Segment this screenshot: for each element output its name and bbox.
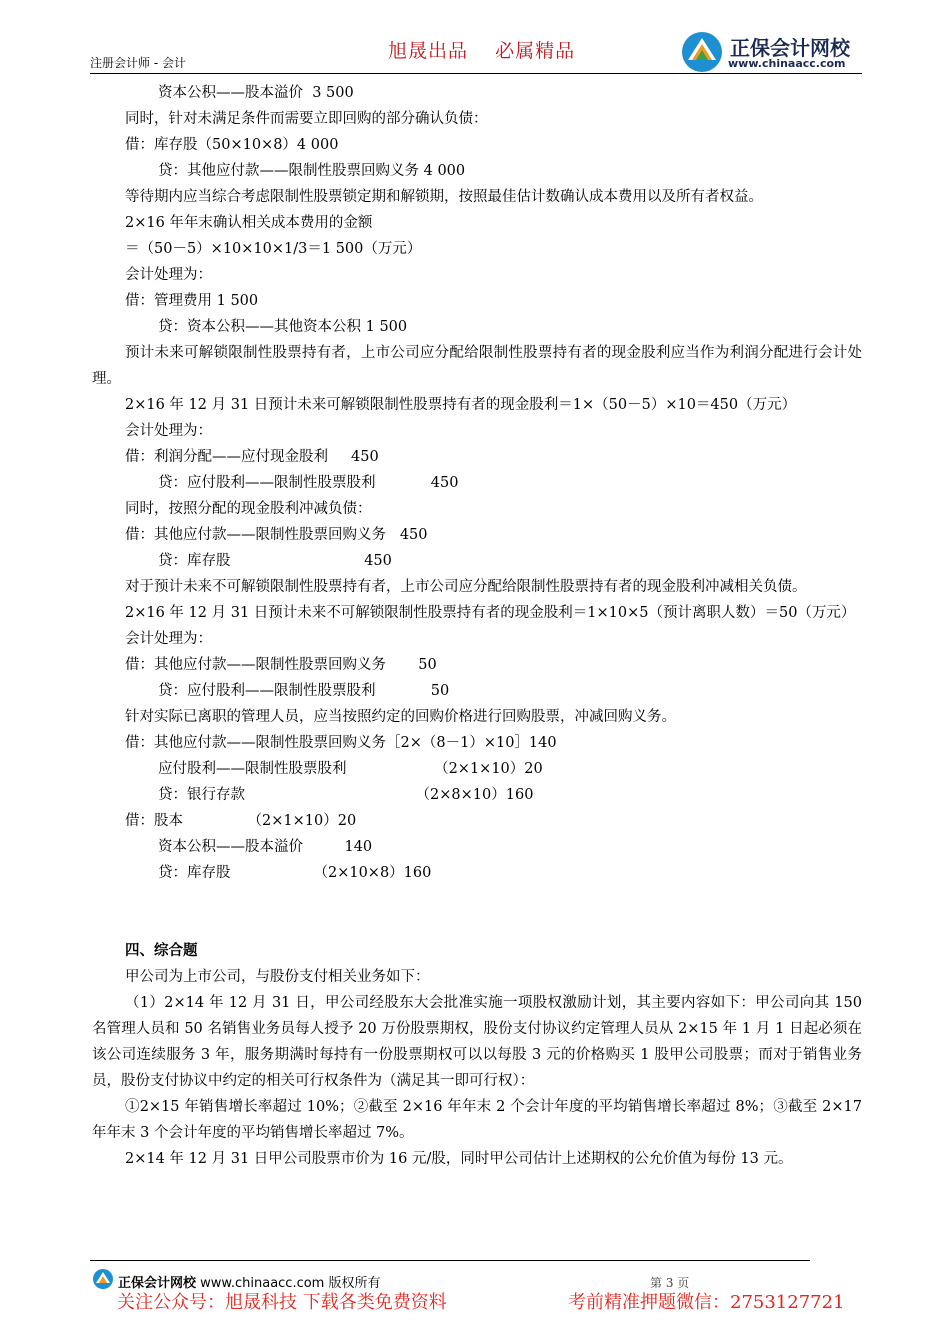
header-brand: [388, 36, 595, 63]
footer-logo-icon: [92, 1268, 114, 1290]
logo-name: 正保会计网校: [730, 36, 850, 60]
text-line: 针对实际已离职的管理人员，应当按照约定的回购价格进行回购股票，冲减回购义务。: [125, 709, 676, 725]
section-heading: 四、综合题: [125, 943, 198, 959]
text-line: 应付股利——限制性股票股利 （2×1×10）20: [158, 761, 543, 777]
header-brand-1: 旭晟出品: [388, 40, 469, 62]
paragraph: （1）2×14 年 12 月 31 日，甲公司经股东大会批准实施一项股权激励计划，其主要内容如下：甲公司向其 150 名管理人员和 50 名销售业务员每人授予 20 万份股票期权，股份支付协议约定管理人员从 2×15 年 1 月 1 日起必须在该公司连续服务 3 年，服务期满时每持有一份股票期权可以以每股 3 元的价格购买 1 股甲公司股票；而对于销售业务员，股份支付协议中约定的相关可行权条件为（满足其一即可行权）：: [92, 995, 862, 1089]
logo-url: www.chinaacc.com: [728, 57, 846, 70]
paragraph: 2×14 年 12 月 31 日甲公司股票市价为 16 元/股，同时甲公司估计上述期权的公允价值为每份 13 元。: [125, 1151, 793, 1167]
paragraph: 预计未来可解锁限制性股票持有者，上市公司应分配给限制性股票持有者的现金股利应当作为利润分配进行会计处理。: [92, 345, 862, 387]
text-line: 2×16 年 12 月 31 日预计未来可解锁限制性股票持有者的现金股利＝1×（50－5）×10＝450（万元）: [125, 397, 797, 413]
footer-brand: 正保会计网校: [118, 1276, 197, 1291]
promo-left: 关注公众号：旭晟科技 下载各类免费资料: [117, 1292, 447, 1313]
text-line: 贷：库存股 （2×10×8）160: [158, 865, 432, 881]
text-line: 贷：其他应付款——限制性股票回购义务 4 000: [158, 163, 466, 179]
text-line: 甲公司为上市公司，与股份支付相关业务如下：: [125, 969, 430, 985]
text-line: 2×16 年年末确认相关成本费用的金额: [125, 215, 373, 231]
text-line: 会计处理为：: [125, 267, 212, 283]
text-line: 会计处理为：: [125, 423, 212, 439]
text-line: 借：股本 （2×1×10）20: [125, 813, 357, 829]
paragraph: 2×16 年 12 月 31 日预计未来不可解锁限制性股票持有者的现金股利＝1×10×5（预计离职人数）＝50（万元）: [125, 605, 856, 621]
text-line: 资本公积——股本溢价 140: [158, 839, 373, 855]
promo-right: 考前精准押题微信：2753127721: [568, 1292, 845, 1313]
footer-rule: [90, 1260, 810, 1261]
page-number: 第 3 页: [650, 1276, 690, 1290]
document-body: [92, 80, 862, 1172]
chinaacc-logo: [680, 30, 860, 74]
logo-icon: [680, 30, 724, 74]
text-line: 借：利润分配——应付现金股利 450: [125, 449, 379, 465]
text-line: 会计处理为：: [125, 631, 212, 647]
footer-copyright-text: www.chinaacc.com 版权所有: [196, 1276, 381, 1291]
text-line: 等待期内应当综合考虑限制性股票锁定期和解锁期，按照最佳估计数确认成本费用以及所有者权益。: [125, 189, 763, 205]
paragraph: 对于预计未来不可解锁限制性股票持有者，上市公司应分配给限制性股票持有者的现金股利冲减相关负债。: [125, 579, 807, 595]
text-line: 贷：库存股 450: [158, 553, 392, 569]
text-line: 资本公积——股本溢价 3 500: [158, 85, 354, 101]
text-line: 同时，按照分配的现金股利冲减负债：: [125, 501, 372, 517]
text-line: 借：其他应付款——限制性股票回购义务 450: [125, 527, 428, 543]
text-line: 借：管理费用 1 500: [125, 293, 259, 309]
text-line: 贷：应付股利——限制性股票股利 450: [158, 475, 459, 491]
header-rule: [90, 73, 862, 74]
header-subject: 注册会计师 - 会计: [90, 56, 186, 70]
text-line: ＝（50－5）×10×10×1/3＝1 500（万元）: [125, 241, 422, 257]
text-line: 借：其他应付款——限制性股票回购义务［2×（8－1）×10］140: [125, 735, 557, 751]
paragraph: ①2×15 年销售增长率超过 10%；②截至 2×16 年年末 2 个会计年度的平均销售增长率超过 8%；③截至 2×17 年年末 3 个会计年度的平均销售增长率超过 7%。: [92, 1099, 862, 1141]
text-line: 贷：应付股利——限制性股票股利 50: [158, 683, 450, 699]
section-gap: [92, 886, 862, 938]
text-line: 借：其他应付款——限制性股票回购义务 50: [125, 657, 437, 673]
text-line: 借：库存股（50×10×8）4 000: [125, 137, 339, 153]
text-line: 贷：银行存款 （2×8×10）160: [158, 787, 534, 803]
text-line: 同时，针对未满足条件而需要立即回购的部分确认负债：: [125, 111, 488, 127]
text-line: 贷：资本公积——其他资本公积 1 500: [158, 319, 408, 335]
header-brand-2: 必属精品: [495, 40, 576, 62]
